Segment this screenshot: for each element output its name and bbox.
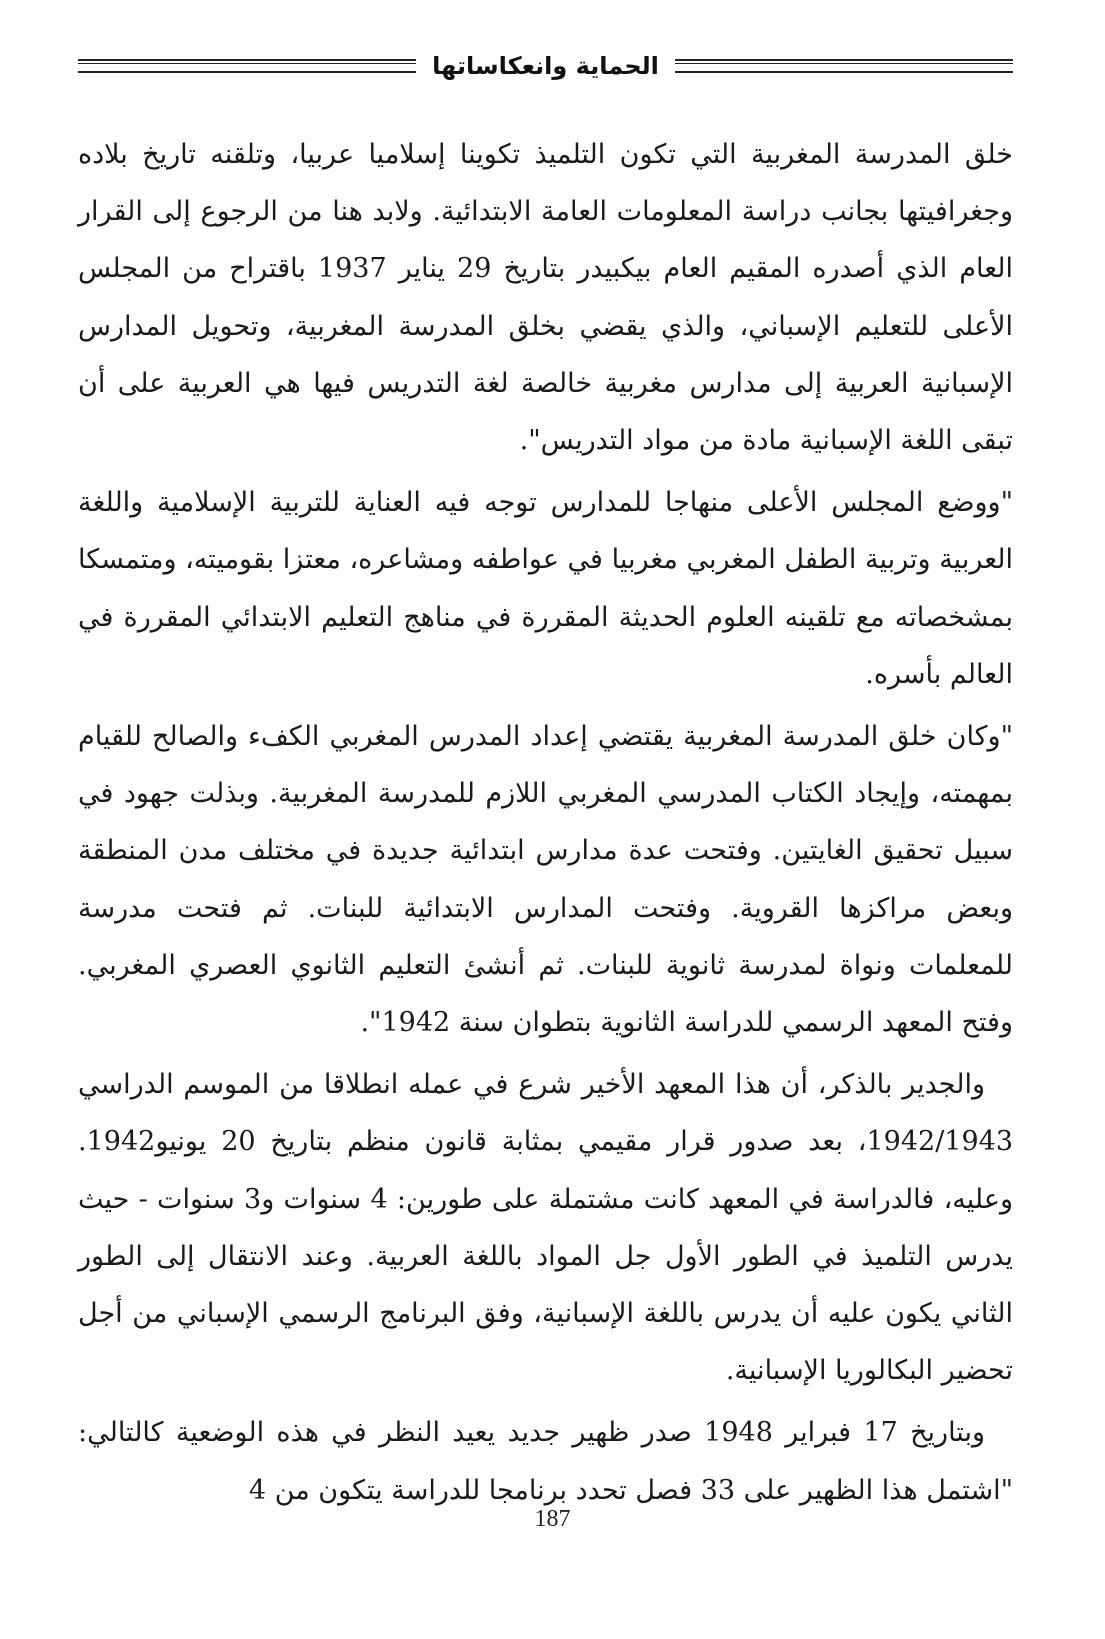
paragraph-4: والجدير بالذكر، أن هذا المعهد الأخير شرع في عمله انطلاقا من الموسم الدراسي 1942/1943، بعد صدور قرار مقيمي بمثابة قانون منظم بتاريخ 20 يونيو1942. وعليه، فالدراسة في المعهد كانت مشتملة على طورين: 4 سنوات و3 سنوات - حيث يدرس التلميذ في الطور الأول جل المواد باللغة العربية. وعند الانتقال إلى الطور الثاني يكون عليه أن يدرس باللغة الإسبانية، وفق البرنامج الرسمي الإسباني من أجل تحضير البكالوريا الإسبانية. <box>78 1069 1014 1387</box>
paragraph-5: وبتاريخ 17 فبراير 1948 صدر ظهير جديد يعيد النظر في هذه الوضعية كالتالي: "اشتمل هذا الظهير على 33 فصل تحدد برنامجا للدراسة يتكون من 4 <box>78 1417 1013 1506</box>
header-rule-right <box>675 59 1013 73</box>
body-text <box>78 126 1013 1524</box>
header-rule-left <box>78 59 416 73</box>
page-number: 187 <box>534 1506 571 1532</box>
header-title: الحماية وانعكاساتها <box>432 52 659 80</box>
paragraph-2: "ووضع المجلس الأعلى منهاجا للمدارس توجه فيه العناية للتربية الإسلامية واللغة العربية وتربية الطفل المغربي مغربيا في عواطفه ومشاعره، معتزا بقوميته، ومتمسكا بمشخصاته مع تلقينه العلوم الحديثة المقررة في مناهج التعليم الابتدائي المقررة في العالم بأسره. <box>78 487 1013 690</box>
paragraph-3: "وكان خلق المدرسة المغربية يقتضي إعداد المدرس المغربي الكفء والصالح للقيام بمهمته، وإيجاد الكتاب المدرسي المغربي اللازم للمدرسة المغربية. وبذلت جهود في سبيل تحقيق الغايتين. وفتحت عدة مدارس ابتدائية جديدة في مختلف مدن المنطقة وبعض مراكزها القروية. وفتحت المدارس الابتدائية للبنات. ثم فتحت مدرسة للمعلمات ونواة لمدرسة ثانوية للبنات. ثم أنشئ التعليم الثانوي العصري المغربي. وفتح المعهد الرسمي للدراسة الثانوية بتطوان سنة 1942". <box>78 721 1013 1039</box>
running-header <box>78 48 1013 84</box>
paragraph-1: خلق المدرسة المغربية التي تكون التلميذ تكوينا إسلاميا عربيا، وتلقنه تاريخ بلاده وجغرافيتها بجانب دراسة المعلومات العامة الابتدائية. ولابد هنا من الرجوع إلى القرار العام الذي أصدره المقيم العام بيكبيدر بتاريخ 29 يناير 1937 باقتراح من المجلس الأعلى للتعليم الإسباني، والذي يقضي بخلق المدرسة المغربية، وتحويل المدارس الإسبانية العربية إلى مدارس مغربية خالصة لغة التدريس فيها هي العربية على أن تبقى اللغة الإسبانية مادة من مواد التدريس". <box>78 139 1014 457</box>
